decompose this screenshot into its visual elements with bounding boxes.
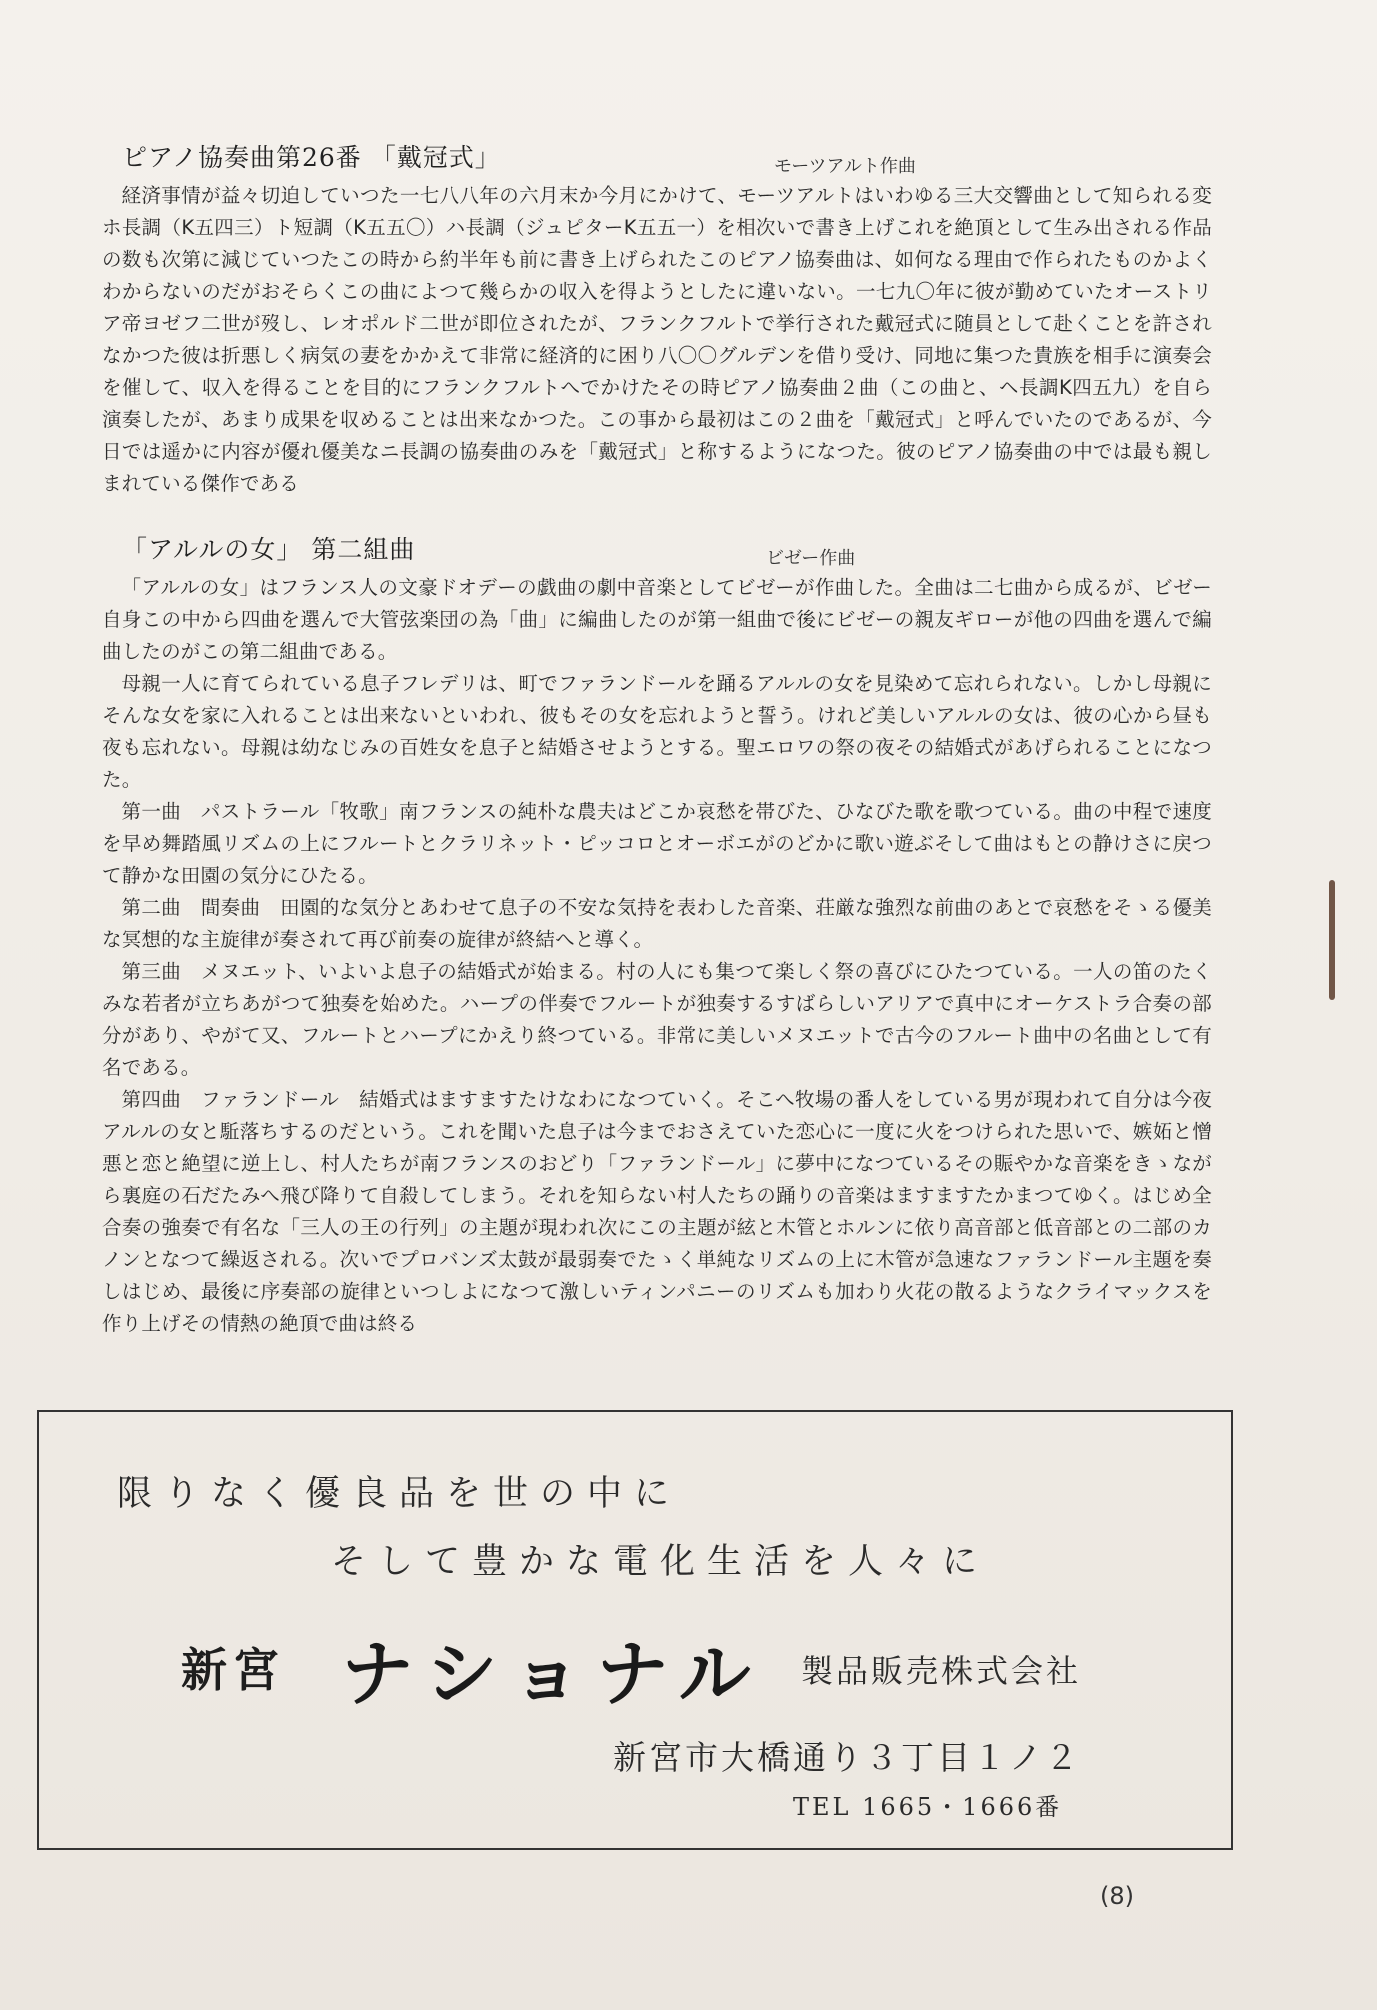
- section-arlesienne: [102, 530, 1212, 1340]
- section-heading-row: [102, 138, 1212, 177]
- body-paragraph: 第三曲 メヌエット、いよいよ息子の結婚式が始まる。村の人にも集つて楽しく祭の喜びにひたつている。一人の笛のたくみな若者が立ちあがつて独奏を始めた。ハープの伴奏でフルートが独奏するすばらしいアリアで真中にオーケストラ合奏の部分があり、やがて又、フルートとハープにかえり終つている。非常に美しいメヌエットで古今のフルート曲中の名曲として有名である。: [102, 960, 1212, 1079]
- ad-slogan-line-2: そして豊かな電化生活を人々に: [331, 1542, 990, 1582]
- ad-slogan-line-1: 限りなく優良品を世の中に: [117, 1474, 682, 1514]
- ad-telephone: TEL 1665・1666番: [793, 1793, 1063, 1821]
- body-paragraph: 母親一人に育てられている息子フレデリは、町でファランドールを踊るアルルの女を見染めて忘れられない。しかし母親にそんな女を家に入れることは出来ないといわれ、彼もその女を忘れようと誓う。けれど美しいアルルの女は、彼の心から昼も夜も忘れない。母親は幼なじみの百姓女を息子と結婚させようとする。聖エロワの祭の夜その結婚式があげられることになつた。: [102, 672, 1212, 791]
- body-paragraph: 「アルルの女」はフランス人の文豪ドオデーの戯曲の劇中音楽としてビゼーが作曲した。全曲は二七曲から成るが、ビゼー自身この中から四曲を選んで大管弦楽団の為「曲」に編曲したのが第一組曲で後にビゼーの親友ギローが他の四曲を選んで編曲したのがこの第二組曲である。: [102, 576, 1212, 663]
- binding-thread-mark: [1329, 880, 1335, 1000]
- body-paragraph: 第二曲 間奏曲 田園的な気分とあわせて息子の不安な気持を表わした音楽、荘厳な強烈な前曲のあとで哀愁をそゝる優美な冥想的な主旋律が奏されて再び前奏の旋律が終結へと導く。: [102, 896, 1212, 951]
- composer-credit: ビゼー作曲: [766, 548, 856, 569]
- composer-credit: モーツアルト作曲: [774, 156, 916, 177]
- body-paragraph: 第四曲 ファランドール 結婚式はますますたけなわになつていく。そこへ牧場の番人をしている男が現われて自分は今夜アルルの女と駈落ちするのだという。これを聞いた息子は今までおさえていた恋心に一度に火をつけられた思いで、嫉妬と憎悪と恋と絶望に逆上し、村人たちが南フランスのおどり「ファランドール」に夢中になつているその賑やかな音楽をきゝながら裏庭の石だたみへ飛び降りて自殺してしまう。それを知らない村人たちの踊りの音楽はますますたかまつてゆく。はじめ全合奏の強奏で有名な「三人の王の行列」の主題が現われ次にこの主題が絃と木管とホルンに依り高音部と低音部との二部のカノンとなつて繰返される。次いでプロバンズ太鼓が最弱奏でたゝく単純なリズムの上に木管が急速なファランドール主題を奏しはじめ、最後に序奏部の旋律といつしよになつて激しいティンパニーのリズムも加わり火花の散るようなクライマックスを作り上げその情熱の絶頂で曲は終る: [102, 1088, 1212, 1335]
- ad-company-name: ナショナル: [341, 1632, 765, 1716]
- advertisement-box: [37, 1410, 1233, 1850]
- section-title: ピアノ協奏曲第26番 「戴冠式」: [122, 143, 501, 172]
- ad-address: 新宮市大橋通り３丁目１ノ２: [613, 1738, 1081, 1777]
- section-heading-row: [102, 530, 1212, 569]
- section-title: 「アルルの女」 第二組曲: [122, 535, 416, 564]
- page-number: (8): [1100, 1882, 1134, 1910]
- section-piano-concerto: [102, 138, 1212, 500]
- body-paragraph: 経済事情が益々切迫していつた一七八八年の六月末か今月にかけて、モーツアルトはいわゆる三大交響曲として知られる変ホ長調（K五四三）ト短調（K五五〇）ハ長調（ジュピターK五五一）を相次いで書き上げこれを絶頂として生み出される作品の数も次第に減じていつたこの時から約半年も前に書き上げられたこのピアノ協奏曲は、如何なる理由で作られたものかよくわからないのだがおそらくこの曲によつて幾らかの収入を得ようとしたに違いない。一七九〇年に彼が勤めていたオーストリア帝ヨゼフ二世が歿し、レオポルド二世が即位されたが、フランクフルトで挙行された戴冠式に随員として赴くことを許されなかつた彼は折悪しく病気の妻をかかえて非常に経済的に困り八〇〇グルデンを借り受け、同地に集つた貴族を相手に演奏会を催して、収入を得ることを目的にフランクフルトへでかけたその時ピアノ協奏曲２曲（この曲と、ヘ長調K四五九）を自ら演奏したが、あまり成果を収めることは出来なかつた。この事から最初はこの２曲を「戴冠式」と呼んでいたのであるが、今日では遥かに内容が優れ優美なニ長調の協奏曲のみを「戴冠式」と称するようになつた。彼のピアノ協奏曲の中では最も親しまれている傑作である: [102, 184, 1212, 495]
- body-paragraph: 第一曲 パストラール「牧歌」南フランスの純朴な農夫はどこか哀愁を帯びた、ひなびた歌を歌つている。曲の中程で速度を早め舞踏風リズムの上にフルートとクラリネット・ピッコロとオーボエがのどかに歌い遊ぶそして曲はもとの静けさに戻つて静かな田園の気分にひたる。: [102, 800, 1212, 887]
- ad-company-prefix: 新宮: [181, 1643, 285, 1697]
- ad-company-suffix: 製品販売株式会社: [801, 1652, 1082, 1690]
